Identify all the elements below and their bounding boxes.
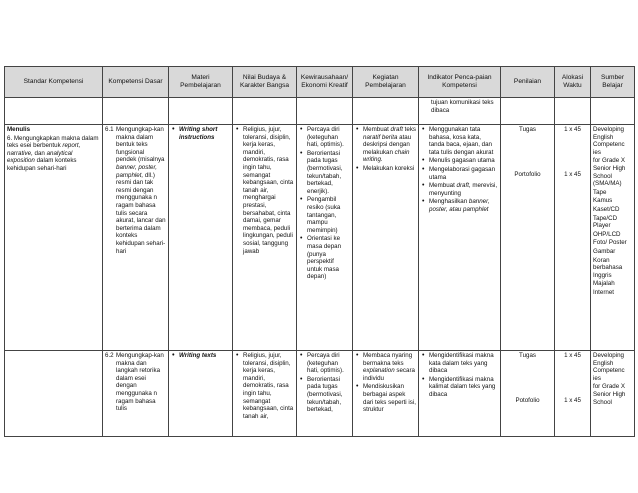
penilaian-item: Tugas (519, 352, 536, 359)
sumber-item: Internet (593, 288, 614, 296)
penilaian-item: Portofolio (514, 170, 541, 178)
kd-text: Mengungkap-kan makna dalam bentuk teks fungsional pendek (misalnya banner, poster, pamphlet, dll.) resmi dan tak resmi dengan menggunaka n ragam bahasa tulis secara akurat, lancar dan berterima dalam konteks kehidupan sehari-hari (116, 126, 166, 255)
kegiatan-item: • Membaca nyaring bermakna teks explanation secara individu (363, 352, 416, 382)
alokasi-cell (555, 125, 591, 351)
sumber-item: Kamus (593, 197, 613, 205)
kompetensi-dasar-cell (103, 125, 169, 351)
nilai-cell (233, 351, 297, 437)
sumber-item: for Grade X Senior High School (SMA/MA) (593, 157, 626, 188)
header-indikator: Indikator Penca-paian Kompetensi (419, 67, 501, 98)
header-kewirausahaan: Kewirausahaan/ Ekonomi Kreatif (297, 67, 353, 98)
kegiatan-item: • Mendiskusikan berbagai aspek dari teks seperti isi, struktur (363, 383, 416, 413)
header-penilaian: Penilaian (501, 67, 555, 98)
nilai-item: • Religius, jujur, toleransi, disiplin, kerja keras, mandiri, demokratis, rasa ingin tahu, semangat kebangsaan, cinta tanah air, menghargai prestasi, bersahabat, cinta damai, gemar membaca, peduli lingkungan, peduli sosial, tanggung jawab (243, 126, 294, 255)
kewirausahaan-item: • Percaya diri (keteguhan hati, optimis). (307, 126, 350, 149)
materi-item: • Writing texts (179, 352, 230, 360)
header-kegiatan-pembelajaran: Kegiatan Pembelajaran (353, 67, 419, 98)
sumber-item: Kaset/CD (593, 205, 620, 213)
sk-text: 6. Mengungkapkan makna dalam teks esei berbentuk report, narrative, dan analytical exposition dalam konteks kehidupan sehari-hari (7, 134, 99, 172)
header-sumber-belajar: Sumber Belajar (591, 67, 635, 98)
header-row (5, 67, 635, 98)
header-materi-pembelajaran: Materi Pembelajaran (169, 67, 233, 98)
materi-cell (169, 125, 233, 351)
sumber-item: Developing English Competenc ies (593, 126, 625, 156)
indikator-item: • Menghasilkan banner, poster, atau pamphlet (429, 198, 498, 213)
kegiatan-item: • Membuat draft teks naratif berita atau deskripsi dengan melakukan chain writing. (363, 126, 416, 164)
indikator-item: • Menulis gagasan utama (429, 157, 498, 165)
indikator-item: • Mengelaborasi gagasan utama (429, 166, 498, 181)
header-alokasi-waktu: Alokasi Waktu (555, 67, 591, 98)
header-standar-kompetensi: Standar Kompetensi (5, 67, 103, 98)
sk-title: Menulis (7, 126, 31, 133)
kewirausahaan-item: • Pengambil resiko (suka tantangan, mampu memimpin) (307, 196, 350, 234)
continuation-indikator: tujuan komunikasi teks dibaca (419, 98, 501, 125)
sumber-cell (591, 351, 635, 437)
alokasi-item: 1 x 45 (564, 170, 581, 178)
alokasi-item: 1 x 45 (564, 126, 581, 133)
sumber-item: Developing English Competenc ies (593, 352, 625, 382)
nilai-item: • Religius, jujur, toleransi, disiplin, kerja keras, mandiri, demokratis, rasa ingin tahu, semangat kebangsaan, cinta tanah air, (243, 352, 294, 420)
sumber-item: Tape/CD Player (593, 214, 618, 230)
alokasi-cell (555, 351, 591, 437)
indikator-item: • Membuat draft, merevisi, menyunting (429, 182, 498, 197)
standar-kompetensi-cell (5, 125, 103, 351)
penilaian-cell (501, 125, 555, 351)
table-row (5, 125, 635, 351)
materi-item: • Writing short instructions (179, 126, 230, 141)
continuation-row (5, 98, 635, 125)
kewirausahaan-cell (297, 351, 353, 437)
kd-number: 6.2 (105, 352, 114, 359)
sumber-cell (591, 125, 635, 351)
sumber-item: Foto/ Poster (593, 239, 627, 247)
indikator-cell (419, 351, 501, 437)
kewirausahaan-item: • Percaya diri (keteguhan hati, optimis). (307, 352, 350, 375)
syllabus-table (4, 66, 635, 437)
kegiatan-item: • Melakukan koreksi (363, 165, 416, 173)
indikator-cell (419, 125, 501, 351)
kewirausahaan-item: • Berorientasi pada tugas (bermotivasi, tekun/tabah, bertekad, (307, 376, 350, 414)
indikator-item: • Mengidentifikasi makna kalimat dalam teks yang dibaca (429, 376, 498, 399)
kegiatan-cell (353, 351, 419, 437)
indikator-item: • Mengidentifikasi makna kata dalam teks yang dibaca (429, 352, 498, 375)
sumber-item: Koran berbahasa Inggris (593, 256, 623, 279)
sumber-item: Majalah (593, 280, 615, 288)
kewirausahaan-cell (297, 125, 353, 351)
kegiatan-cell (353, 125, 419, 351)
alokasi-item: 1 x 45 (564, 396, 581, 404)
nilai-cell (233, 125, 297, 351)
header-nilai-budaya: Nilai Budaya & Karakter Bangsa (233, 67, 297, 98)
table-row (5, 351, 635, 437)
kd-number: 6.1 (105, 126, 114, 133)
alokasi-item: 1 x 45 (564, 352, 581, 359)
kd-text: Mengungkap-kan makna dan langkah retorika dalam esei dengan menggunaka n ragam bahasa tulis (116, 352, 164, 413)
sumber-item: for Grade X Senior High School (593, 383, 626, 406)
kompetensi-dasar-cell (103, 351, 169, 437)
penilaian-item: Tugas (519, 126, 536, 133)
kewirausahaan-item: • Berorientasi pada tugas (bermotivasi, tekun/tabah, bertekad, enerjik). (307, 150, 350, 196)
kewirausahaan-item: • Orientasi ke masa depan (punya perspektif untuk masa depan) (307, 235, 350, 281)
indikator-item: • Menggunakan tata bahasa, kosa kata, tanda baca, ejaan, dan tata tulis dengan akurat (429, 126, 498, 156)
penilaian-item: Potofolio (515, 396, 540, 404)
sumber-item: Tape (593, 188, 607, 196)
penilaian-cell (501, 351, 555, 437)
materi-cell (169, 351, 233, 437)
sumber-item: OHP/LCD (593, 230, 621, 238)
sumber-item: Gambar (593, 247, 616, 255)
header-kompetensi-dasar: Kompetensi Dasar (103, 67, 169, 98)
